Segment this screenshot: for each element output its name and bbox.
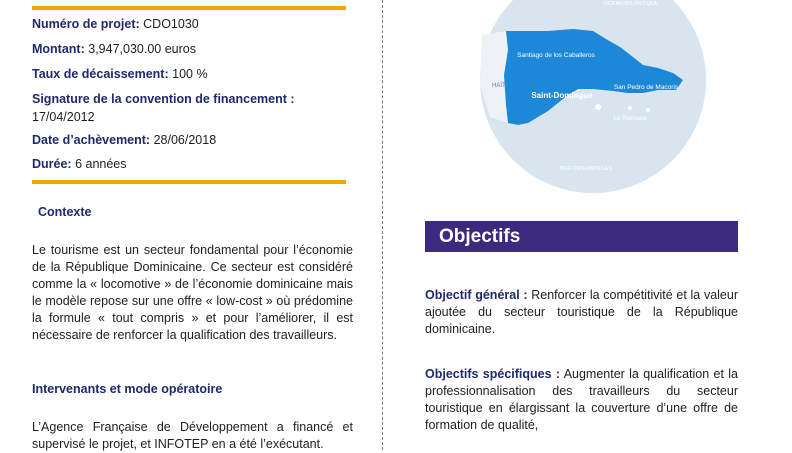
mid-gold-rule bbox=[32, 180, 346, 184]
santiago-label: Santiago de los Caballeros bbox=[517, 52, 595, 59]
haiti-label: HAÏTI bbox=[492, 83, 508, 89]
san-pedro-dot bbox=[628, 106, 632, 110]
disbursement-rate bbox=[32, 65, 208, 83]
objectif-general-label: Objectif général : bbox=[425, 288, 528, 302]
signature-date-label: Signature de la convention de financement : bbox=[32, 92, 295, 106]
project-duration bbox=[32, 155, 127, 173]
objectifs-banner: Objectifs bbox=[425, 221, 738, 252]
project-amount-value: 3,947,030.00 euros bbox=[88, 42, 196, 56]
intervenants-text: L’Agence Française de Développement a financé et supervisé le projet, et INFOTEP en a été l’exécutant. bbox=[32, 420, 353, 451]
project-duration-label: Durée: bbox=[32, 157, 72, 171]
santo-domingo-label: Saint-Domingue bbox=[531, 91, 593, 100]
top-gold-rule bbox=[32, 6, 346, 10]
sea-label: MER DES ANTILLES bbox=[559, 166, 613, 172]
contexte-heading: Contexte bbox=[38, 205, 92, 219]
signature-date bbox=[32, 90, 295, 126]
san-pedro-label: San Pedro de Macoris bbox=[613, 84, 679, 91]
objectifs-specifiques-label: Objectifs spécifiques : bbox=[425, 367, 561, 381]
objectif-general-text: Renforcer la compétitivité et la valeur ajoutée du secteur touristique de la République dominicaine. bbox=[425, 288, 738, 336]
project-duration-value: 6 années bbox=[75, 157, 127, 171]
objectifs-specifiques bbox=[425, 366, 738, 434]
contexte-text: Le tourisme est un secteur fondamental pour l’économie de la République Dominicaine. Ce secteur est considéré comme la « locomotive » de l’économie dominicaine mais le modèle repose sur une offre « low-cost » où prédomine la formule « tout compris » et pour l’améliorer, il est nécessaire de renforcer la qualification des travailleurs. bbox=[32, 243, 353, 342]
project-number-value: CDO1030 bbox=[143, 17, 199, 31]
la-romana-dot bbox=[646, 108, 650, 112]
intervenants-heading: Intervenants et mode opératoire bbox=[32, 382, 223, 396]
disbursement-rate-label: Taux de décaissement: bbox=[32, 67, 169, 81]
project-number bbox=[32, 15, 199, 33]
project-amount-label: Montant: bbox=[32, 42, 85, 56]
completion-date-value: 28/06/2018 bbox=[153, 133, 217, 147]
project-amount bbox=[32, 40, 196, 58]
completion-date-label: Date d’achèvement: bbox=[32, 133, 151, 147]
signature-date-value: 17/04/2012 bbox=[32, 110, 95, 124]
santo-domingo-dot bbox=[595, 104, 601, 110]
disbursement-rate-value: 100 % bbox=[172, 67, 208, 81]
la-romana-label: La Romana bbox=[613, 115, 647, 122]
ocean-label: OCEAN ATLANTIQUE bbox=[603, 1, 659, 7]
objectifs-specifiques-text: Augmenter la qualification et la professionnalisation des travailleurs du secteur touristique en élargissant la couverture d’une offre de formation de qualité, bbox=[425, 367, 738, 432]
objectif-general bbox=[425, 287, 738, 338]
column-divider bbox=[382, 0, 383, 450]
dominican-republic-map bbox=[468, 0, 718, 195]
completion-date bbox=[32, 131, 216, 149]
project-number-label: Numéro de projet: bbox=[32, 17, 140, 31]
